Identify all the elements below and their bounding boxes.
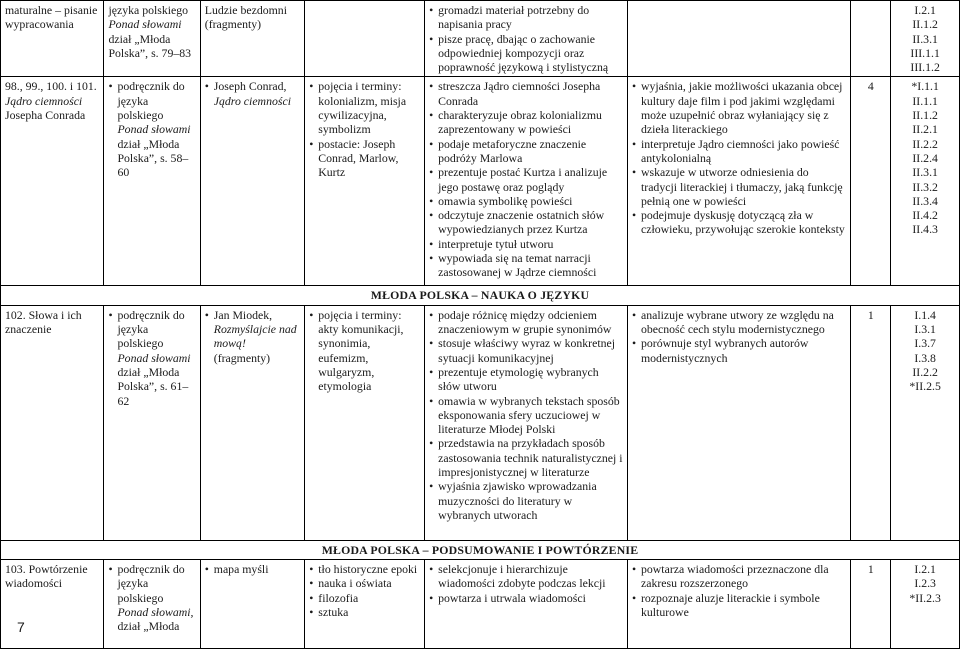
table-row [1, 560, 960, 649]
goals-cell [425, 77, 628, 286]
list-item: • omawia w wybranych tekstach sposób eksponowania sfery uczuciowej w literaturze Młodej Polski [438, 394, 623, 437]
list-item: • wyjaśnia, jakie możliwości ukazania obcej kultury daje film i pod jakimi względami może uzupełnić obraz wyłaniający się z dzieła literackiego [641, 79, 846, 136]
list-item: • omawia symbolikę powieści [438, 194, 623, 208]
list-item: • podaje różnicę między odcieniem znaczeniowym w grupie synonimów [438, 308, 623, 337]
codes-cell: I.1.4 I.3.1 I.3.7 I.3.8 II.2.2 *II.2.5 [891, 305, 960, 540]
texts-cell: • mapa myśli [200, 560, 305, 649]
extended-cell [627, 305, 850, 540]
table-row [1, 77, 960, 286]
extended-cell [627, 560, 850, 649]
list-item: • streszcza Jądro ciemności Josepha Conrada [438, 79, 623, 108]
list-item: • interpretuje Jądro ciemności jako powieść antykolonialną [641, 137, 846, 166]
list-item: • analizuje wybrane utwory ze względu na obecność cech stylu modernistycznego [641, 308, 846, 337]
book-cell: • podręcznik do języka polskiego Ponad słowami dział „Młoda Polska”, s. 61–62 [104, 305, 200, 540]
goals-cell [425, 1, 628, 77]
table-row [1, 305, 960, 540]
list-item: • przedstawia na przykładach sposób zastosowania technik naturalistycznej i impresjonistycznej w literaturze [438, 436, 623, 479]
concepts-cell: • pojęcia i terminy: akty komunikacji, synonimia, eufemizm, wulgaryzm, etymologia [305, 305, 425, 540]
book-cell: języka polskiego Ponad słowami dział „Młoda Polska”, s. 79–83 [104, 1, 200, 77]
list-item: • odczytuje znaczenie ostatnich słów wypowiedzianych przez Kurtza [438, 208, 623, 237]
hours-cell: 1 [851, 305, 891, 540]
hours-cell: 4 [851, 77, 891, 286]
list-item: • gromadzi materiał potrzebny do napisania pracy [438, 3, 623, 32]
list-item: • porównuje styl wybranych autorów modernistycznych [641, 336, 846, 365]
table-row [1, 1, 960, 77]
section-band [1, 540, 960, 559]
codes-cell: I.2.1 II.1.2 II.3.1 III.1.1 III.1.2 [891, 1, 960, 77]
hours-cell [851, 1, 891, 77]
list-item: • wskazuje w utworze odniesienia do tradycji literackiej i tłumaczy, jaką funkcję pełnią one w powieści [641, 165, 846, 208]
list-item: • interpretuje tytuł utworu [438, 237, 623, 251]
extended-cell [627, 77, 850, 286]
section-heading: MŁODA POLSKA – NAUKA O JĘZYKU [1, 286, 960, 305]
lesson-cell: 102. Słowa i ich znaczenie [1, 305, 104, 540]
section-heading: MŁODA POLSKA – PODSUMOWANIE I POWTÓRZENIE [1, 540, 960, 559]
hours-cell: 1 [851, 560, 891, 649]
list-item: • wypowiada się na temat narracji zastosowanej w Jądrze ciemności [438, 251, 623, 280]
codes-cell: I.2.1 I.2.3 *II.2.3 [891, 560, 960, 649]
list-item: • stosuje właściwy wyraz w konkretnej sytuacji komunikacyjnej [438, 336, 623, 365]
page-number: 7 [17, 619, 25, 635]
texts-cell: • Jan Miodek, Rozmyślajcie nad mową! (fragmenty) [200, 305, 305, 540]
list-item: • tło historyczne epoki [318, 562, 420, 576]
list-item: • podejmuje dyskusję dotyczącą zła w człowieku, przywołując szerokie konteksty [641, 208, 846, 237]
list-item: • powtarza i utrwala wiadomości [438, 591, 623, 605]
book-cell: • podręcznik do języka polskiego Ponad słowami dział „Młoda Polska”, s. 58–60 [104, 77, 200, 286]
list-item: • prezentuje etymologię wybranych słów utworu [438, 365, 623, 394]
section-band [1, 286, 960, 305]
extended-cell [627, 1, 850, 77]
list-item: • prezentuje postać Kurtza i analizuje jego postawę oraz poglądy [438, 165, 623, 194]
texts-cell: Ludzie bezdomni (fragmenty) [200, 1, 305, 77]
list-item: • nauka i oświata [318, 576, 420, 590]
list-item: • pisze pracę, dbając o zachowanie odpowiedniej kompozycji oraz poprawność językową i stylistyczną [438, 32, 623, 75]
concepts-cell [305, 1, 425, 77]
texts-cell: • Joseph Conrad, Jądro ciemności [200, 77, 305, 286]
list-item: • rozpoznaje aluzje literackie i symbole kulturowe [641, 591, 846, 620]
list-item: • charakteryzuje obraz kolonializmu zaprezentowany w powieści [438, 108, 623, 137]
lesson-title: maturalne – pisanie wypracowania [5, 3, 98, 32]
codes-cell: *I.1.1 II.1.1 II.1.2 II.2.1 II.2.2 II.2.4 II.3.1 II.3.2 II.3.4 II.4.2 II.4.3 [891, 77, 960, 286]
book-cell: • podręcznik do języka polskiego Ponad słowami, dział „Młoda [104, 560, 200, 649]
goals-cell [425, 560, 628, 649]
list-item: • podaje metaforyczne znaczenie podróży Marlowa [438, 137, 623, 166]
list-item: • filozofia [318, 591, 420, 605]
list-item: • selekcjonuje i hierarchizuje wiadomości zdobyte podczas lekcji [438, 562, 623, 591]
lesson-cell: 98., 99., 100. i 101. Jądro ciemności Josepha Conrada [1, 77, 104, 286]
list-item: • powtarza wiadomości przeznaczone dla zakresu rozszerzonego [641, 562, 846, 591]
list-item: • sztuka [318, 605, 420, 619]
concepts-cell: • pojęcia i terminy: kolonializm, misja cywilizacyjna, symbolizm • postacie: Joseph Conrad, Marlow, Kurtz [305, 77, 425, 286]
concepts-cell [305, 560, 425, 649]
lesson-cell: 103. Powtórzenie wiadomości [1, 560, 104, 649]
lesson-cell [1, 1, 104, 77]
goals-cell [425, 305, 628, 540]
list-item: • wyjaśnia zjawisko wprowadzania muzyczności do literatury w wybranych utworach [438, 479, 623, 522]
